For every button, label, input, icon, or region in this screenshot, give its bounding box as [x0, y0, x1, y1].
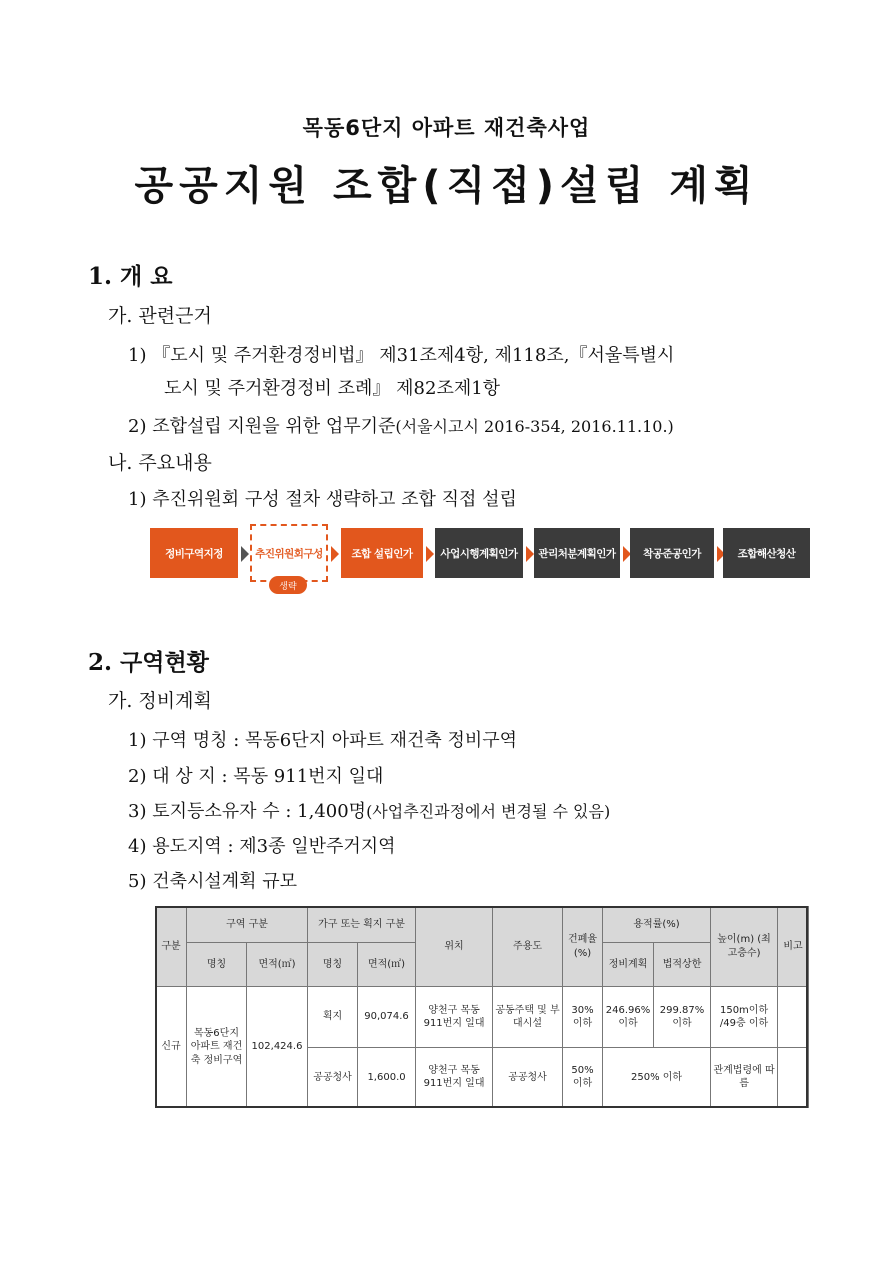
- section-2a-item-3-main: 3) 토지등소유자 수 : 1,400명: [128, 801, 367, 822]
- building-plan-table: [155, 906, 808, 1108]
- td-use: 공공청사: [493, 1047, 563, 1107]
- flow-arrow-icon: [241, 546, 249, 562]
- section-2a-heading: 가. 정비계획: [108, 690, 212, 712]
- td-far-legal: 299.87% 이하: [654, 987, 711, 1047]
- td-location: 양천구 목동 911번지 일대: [416, 987, 493, 1047]
- td-location: 양천구 목동 911번지 일대: [416, 1047, 493, 1107]
- td-height: 150m이하 /49층 이하: [711, 987, 778, 1047]
- td-far-plan: 246.96% 이하: [603, 987, 654, 1047]
- table-row: [156, 987, 809, 1047]
- td-parcel-name: 공공청사: [308, 1047, 358, 1107]
- document-title: 공공지원 조합(직접)설립 계획: [134, 163, 759, 209]
- flow-skip-badge: 생략: [269, 576, 307, 594]
- flow-step-union-approval: 조합 설립인가: [341, 528, 423, 578]
- td-gubun: 신규: [156, 987, 187, 1108]
- td-zone-area: 102,424.6: [247, 987, 308, 1108]
- section-2a-item-5: 5) 건축시설계획 규모: [128, 871, 298, 892]
- th-far: 용적률(%): [603, 907, 711, 943]
- section-1a-item-2: [128, 412, 674, 438]
- td-zone-name: 목동6단지 아파트 재건축 정비구역: [187, 987, 247, 1108]
- section-1-heading: 1. 개 요: [88, 263, 173, 290]
- flow-step-project-plan: 사업시행계획인가: [435, 528, 523, 578]
- section-1a-item-2-note: (서울시고시 2016-354, 2016.11.10.): [395, 417, 674, 436]
- section-2-heading: 2. 구역현황: [88, 649, 209, 676]
- section-1a-item-1-line-2: 도시 및 주거환경정비 조례』 제82조제1항: [164, 378, 501, 399]
- flow-step-committee: 추진위원회구성: [250, 524, 328, 582]
- th-parcel: 가구 또는 획지 구분: [308, 907, 416, 943]
- th-height: 높이(m) (최고층수): [711, 907, 778, 987]
- th-zone: 구역 구분: [187, 907, 308, 943]
- td-far: 250% 이하: [603, 1047, 711, 1107]
- section-2a-item-3: [128, 797, 610, 823]
- section-1a-heading: 가. 관련근거: [108, 305, 212, 327]
- document-subtitle: 목동6단지 아파트 재건축사업: [302, 116, 591, 140]
- section-1b-item-1: 1) 추진위원회 구성 절차 생략하고 조합 직접 설립: [128, 489, 517, 510]
- flow-arrow-icon: [526, 546, 534, 562]
- section-2a-item-1: 1) 구역 명칭 : 목동6단지 아파트 재건축 정비구역: [128, 730, 518, 751]
- th-zone-name: 명칭: [187, 943, 247, 987]
- process-flow: [150, 524, 810, 604]
- section-1b-heading: 나. 주요내용: [108, 452, 212, 474]
- th-use: 주용도: [493, 907, 563, 987]
- section-2a-item-3-note: (사업추진과정에서 변경될 수 있음): [366, 802, 611, 821]
- section-2a-item-4: 4) 용도지역 : 제3종 일반주거지역: [128, 836, 396, 857]
- td-coverage: 50% 이하: [563, 1047, 603, 1107]
- td-coverage: 30% 이하: [563, 987, 603, 1047]
- section-1a-item-2-main: 2) 조합설립 지원을 위한 업무기준: [128, 416, 396, 437]
- td-parcel-area: 90,074.6: [358, 987, 416, 1047]
- th-far-legal: 법적상한: [654, 943, 711, 987]
- th-note: 비고: [778, 907, 809, 987]
- td-parcel-name: 획지: [308, 987, 358, 1047]
- td-use: 공동주택 및 부대시설: [493, 987, 563, 1047]
- flow-step-dissolution: 조합해산청산: [723, 528, 810, 578]
- th-parcel-name: 명칭: [308, 943, 358, 987]
- th-coverage: 건폐율 (%): [563, 907, 603, 987]
- td-parcel-area: 1,600.0: [358, 1047, 416, 1107]
- flow-arrow-icon: [426, 546, 434, 562]
- flow-step-zone-designation: 정비구역지정: [150, 528, 238, 578]
- th-gubun: 구분: [156, 907, 187, 987]
- th-location: 위치: [416, 907, 493, 987]
- td-height: 관계법령에 따름: [711, 1047, 778, 1107]
- section-1a-item-1-line-1: 1) 『도시 및 주거환경정비법』 제31조제4항, 제118조,『서울특별시: [128, 345, 675, 366]
- th-parcel-area: 면적(㎡): [358, 943, 416, 987]
- flow-step-management-plan: 관리처분계획인가: [534, 528, 620, 578]
- th-zone-area: 면적(㎡): [247, 943, 308, 987]
- flow-arrow-icon: [331, 546, 339, 562]
- section-2a-item-2: 2) 대 상 지 : 목동 911번지 일대: [128, 766, 384, 787]
- th-far-plan: 정비계획: [603, 943, 654, 987]
- flow-step-construction: 착공준공인가: [630, 528, 714, 578]
- td-note: [778, 1047, 809, 1107]
- td-note: [778, 987, 809, 1047]
